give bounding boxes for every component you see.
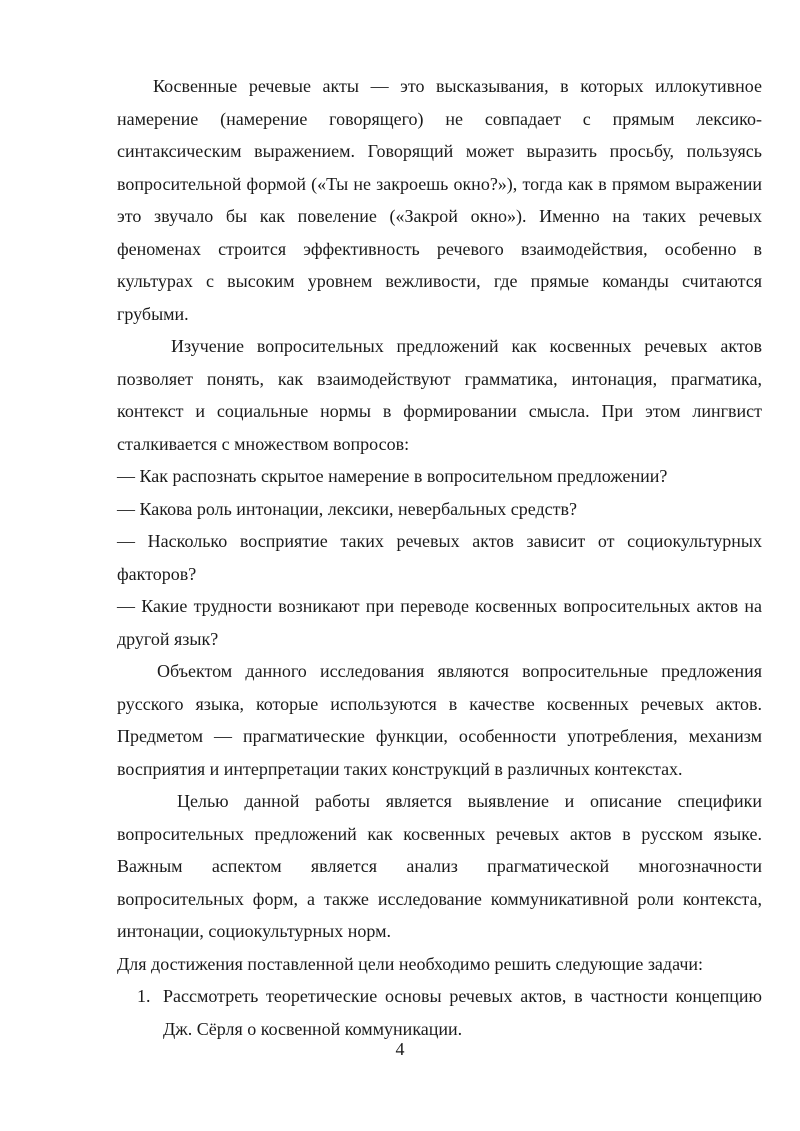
paragraph-study-of-questions: Изучение вопросительных предложений как косвенных речевых актов позволяет понять, как взаимодействуют грамматика, интонация, прагматика, контекст и социальные нормы в формировании смысла. При этом лингвист сталкивается с множеством вопросов:: [117, 336, 762, 454]
list-item-text: Рассмотреть теоретические основы речевых актов, в частности концепцию Дж. Сёрля о косвенной коммуникации.: [163, 986, 762, 1039]
paragraph-goal: Целью данной работы является выявление и описание специфики вопросительных предложений как косвенных речевых актов в русском языке. Важным аспектом является анализ прагматической многозначности вопросительных форм, а также исследование коммуникативной роли контекста, интонации, социокультурных норм.: [117, 791, 762, 941]
question-item: — Какие трудности возникают при переводе косвенных вопросительных актов на другой язык?: [117, 596, 762, 649]
list-item-number: 1.: [137, 986, 151, 1006]
document-page: [117, 70, 762, 1045]
question-item: — Какова роль интонации, лексики, невербальных средств?: [117, 498, 577, 519]
question-item: — Насколько восприятие таких речевых актов зависит от социокультурных факторов?: [117, 531, 762, 584]
question-item: — Как распознать скрытое намерение в вопросительном предложении?: [117, 466, 668, 486]
paragraph-object-subject: Объектом данного исследования являются вопросительные предложения русского языка, которые используются в качестве косвенных речевых актов. Предметом — прагматические функции, особенности употребления, механизм восприятия и интерпретации таких конструкций в различных контекстах.: [117, 661, 762, 779]
paragraph-tasks-intro: Для достижения поставленной цели необходимо решить следующие задачи:: [117, 953, 704, 974]
paragraph-indirect-speech-acts: Косвенные речевые акты — это высказывания, в которых иллокутивное намерение (намерение говорящего) не совпадает с прямым лексико-синтаксическим выражением. Говорящий может выразить просьбу, пользуясь вопросительной формой («Ты не закроешь окно?»), тогда как в прямом выражении это звучало бы как повеление («Закрой окно»). Именно на таких речевых феноменах строится эффективность речевого взаимодействия, особенно в культурах с высоким уровнем вежливости, где прямые команды считаются грубыми.: [117, 76, 762, 324]
page-number: 4: [395, 1039, 405, 1059]
